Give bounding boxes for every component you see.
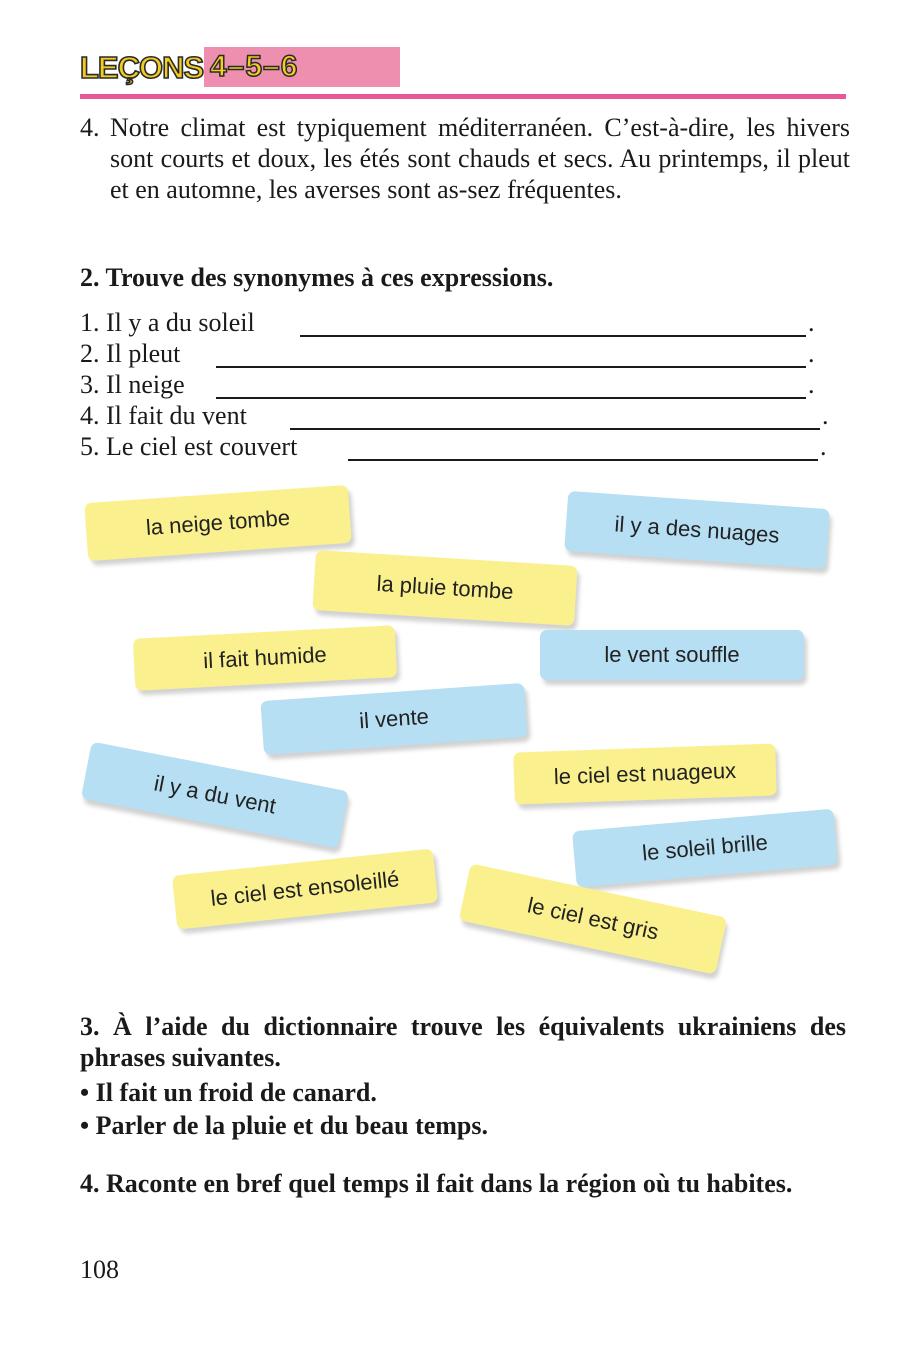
line-end-dot: . bbox=[820, 432, 827, 461]
word-card[interactable]: le vent souffle bbox=[540, 630, 804, 680]
word-card[interactable]: il fait humide bbox=[133, 625, 397, 691]
synonym-item bbox=[80, 338, 815, 369]
answer-blank[interactable] bbox=[216, 373, 806, 399]
lessons-label: LEÇONS bbox=[80, 50, 204, 85]
answer-blank[interactable] bbox=[216, 342, 806, 368]
synonym-item bbox=[80, 369, 815, 400]
intro-text: Notre climat est typiquement méditerranéen. C’est-à-dire, les hivers sont courts et doux, les étés sont chauds et secs. Au printemps, il pleut et en automne, les averses sont as-sez fréquentes. bbox=[110, 113, 850, 204]
line-end-dot: . bbox=[822, 401, 829, 430]
synonym-item-label: 5. Le ciel est couvert bbox=[80, 432, 298, 461]
word-card[interactable]: le soleil brille bbox=[572, 809, 838, 888]
lessons-numbers: 4–5–6 bbox=[204, 47, 400, 87]
exercise-3-title: 3. À l’aide du dictionnaire trouve les équivalents ukrainiens des phrases suivantes. bbox=[80, 1012, 846, 1072]
word-card[interactable]: la pluie tombe bbox=[312, 550, 577, 626]
line-end-dot: . bbox=[808, 339, 815, 368]
answer-blank[interactable] bbox=[290, 404, 820, 430]
word-cards bbox=[0, 470, 918, 990]
word-card[interactable]: il y a du vent bbox=[81, 742, 349, 849]
word-card[interactable]: le ciel est nuageux bbox=[513, 743, 777, 804]
intro-number: 4. bbox=[80, 113, 100, 142]
exercise-2-title: 2. Trouve des synonymes à ces expressions. bbox=[80, 263, 554, 292]
synonym-item bbox=[80, 307, 815, 338]
phrase-item: • Parler de la pluie et du beau temps. bbox=[80, 1111, 489, 1140]
synonym-item-label: 4. Il fait du vent bbox=[80, 401, 247, 430]
synonym-item-label: 3. Il neige bbox=[80, 370, 185, 399]
answer-blank[interactable] bbox=[300, 311, 806, 337]
word-card[interactable]: le ciel est ensoleillé bbox=[172, 848, 438, 929]
phrase-item: • Il fait un froid de canard. bbox=[80, 1078, 377, 1107]
line-end-dot: . bbox=[808, 308, 815, 337]
page-number: 108 bbox=[80, 1255, 119, 1284]
line-end-dot: . bbox=[808, 370, 815, 399]
synonym-item bbox=[80, 400, 829, 431]
answer-blank[interactable] bbox=[348, 435, 818, 461]
phrase-list bbox=[80, 1076, 488, 1142]
synonym-list bbox=[80, 307, 829, 462]
intro-paragraph bbox=[80, 112, 850, 205]
exercise-4-title: 4. Raconte en bref quel temps il fait dans la région où tu habites. bbox=[80, 1169, 793, 1198]
word-card[interactable]: le ciel est gris bbox=[459, 863, 727, 974]
synonym-item-label: 1. Il y a du soleil bbox=[80, 308, 255, 337]
synonym-item-label: 2. Il pleut bbox=[80, 339, 181, 368]
word-card[interactable]: la neige tombe bbox=[84, 485, 351, 561]
word-card[interactable]: il vente bbox=[260, 683, 527, 755]
word-card[interactable]: il y a des nuages bbox=[564, 491, 830, 569]
synonym-item bbox=[80, 431, 827, 462]
header-rule bbox=[80, 94, 846, 99]
